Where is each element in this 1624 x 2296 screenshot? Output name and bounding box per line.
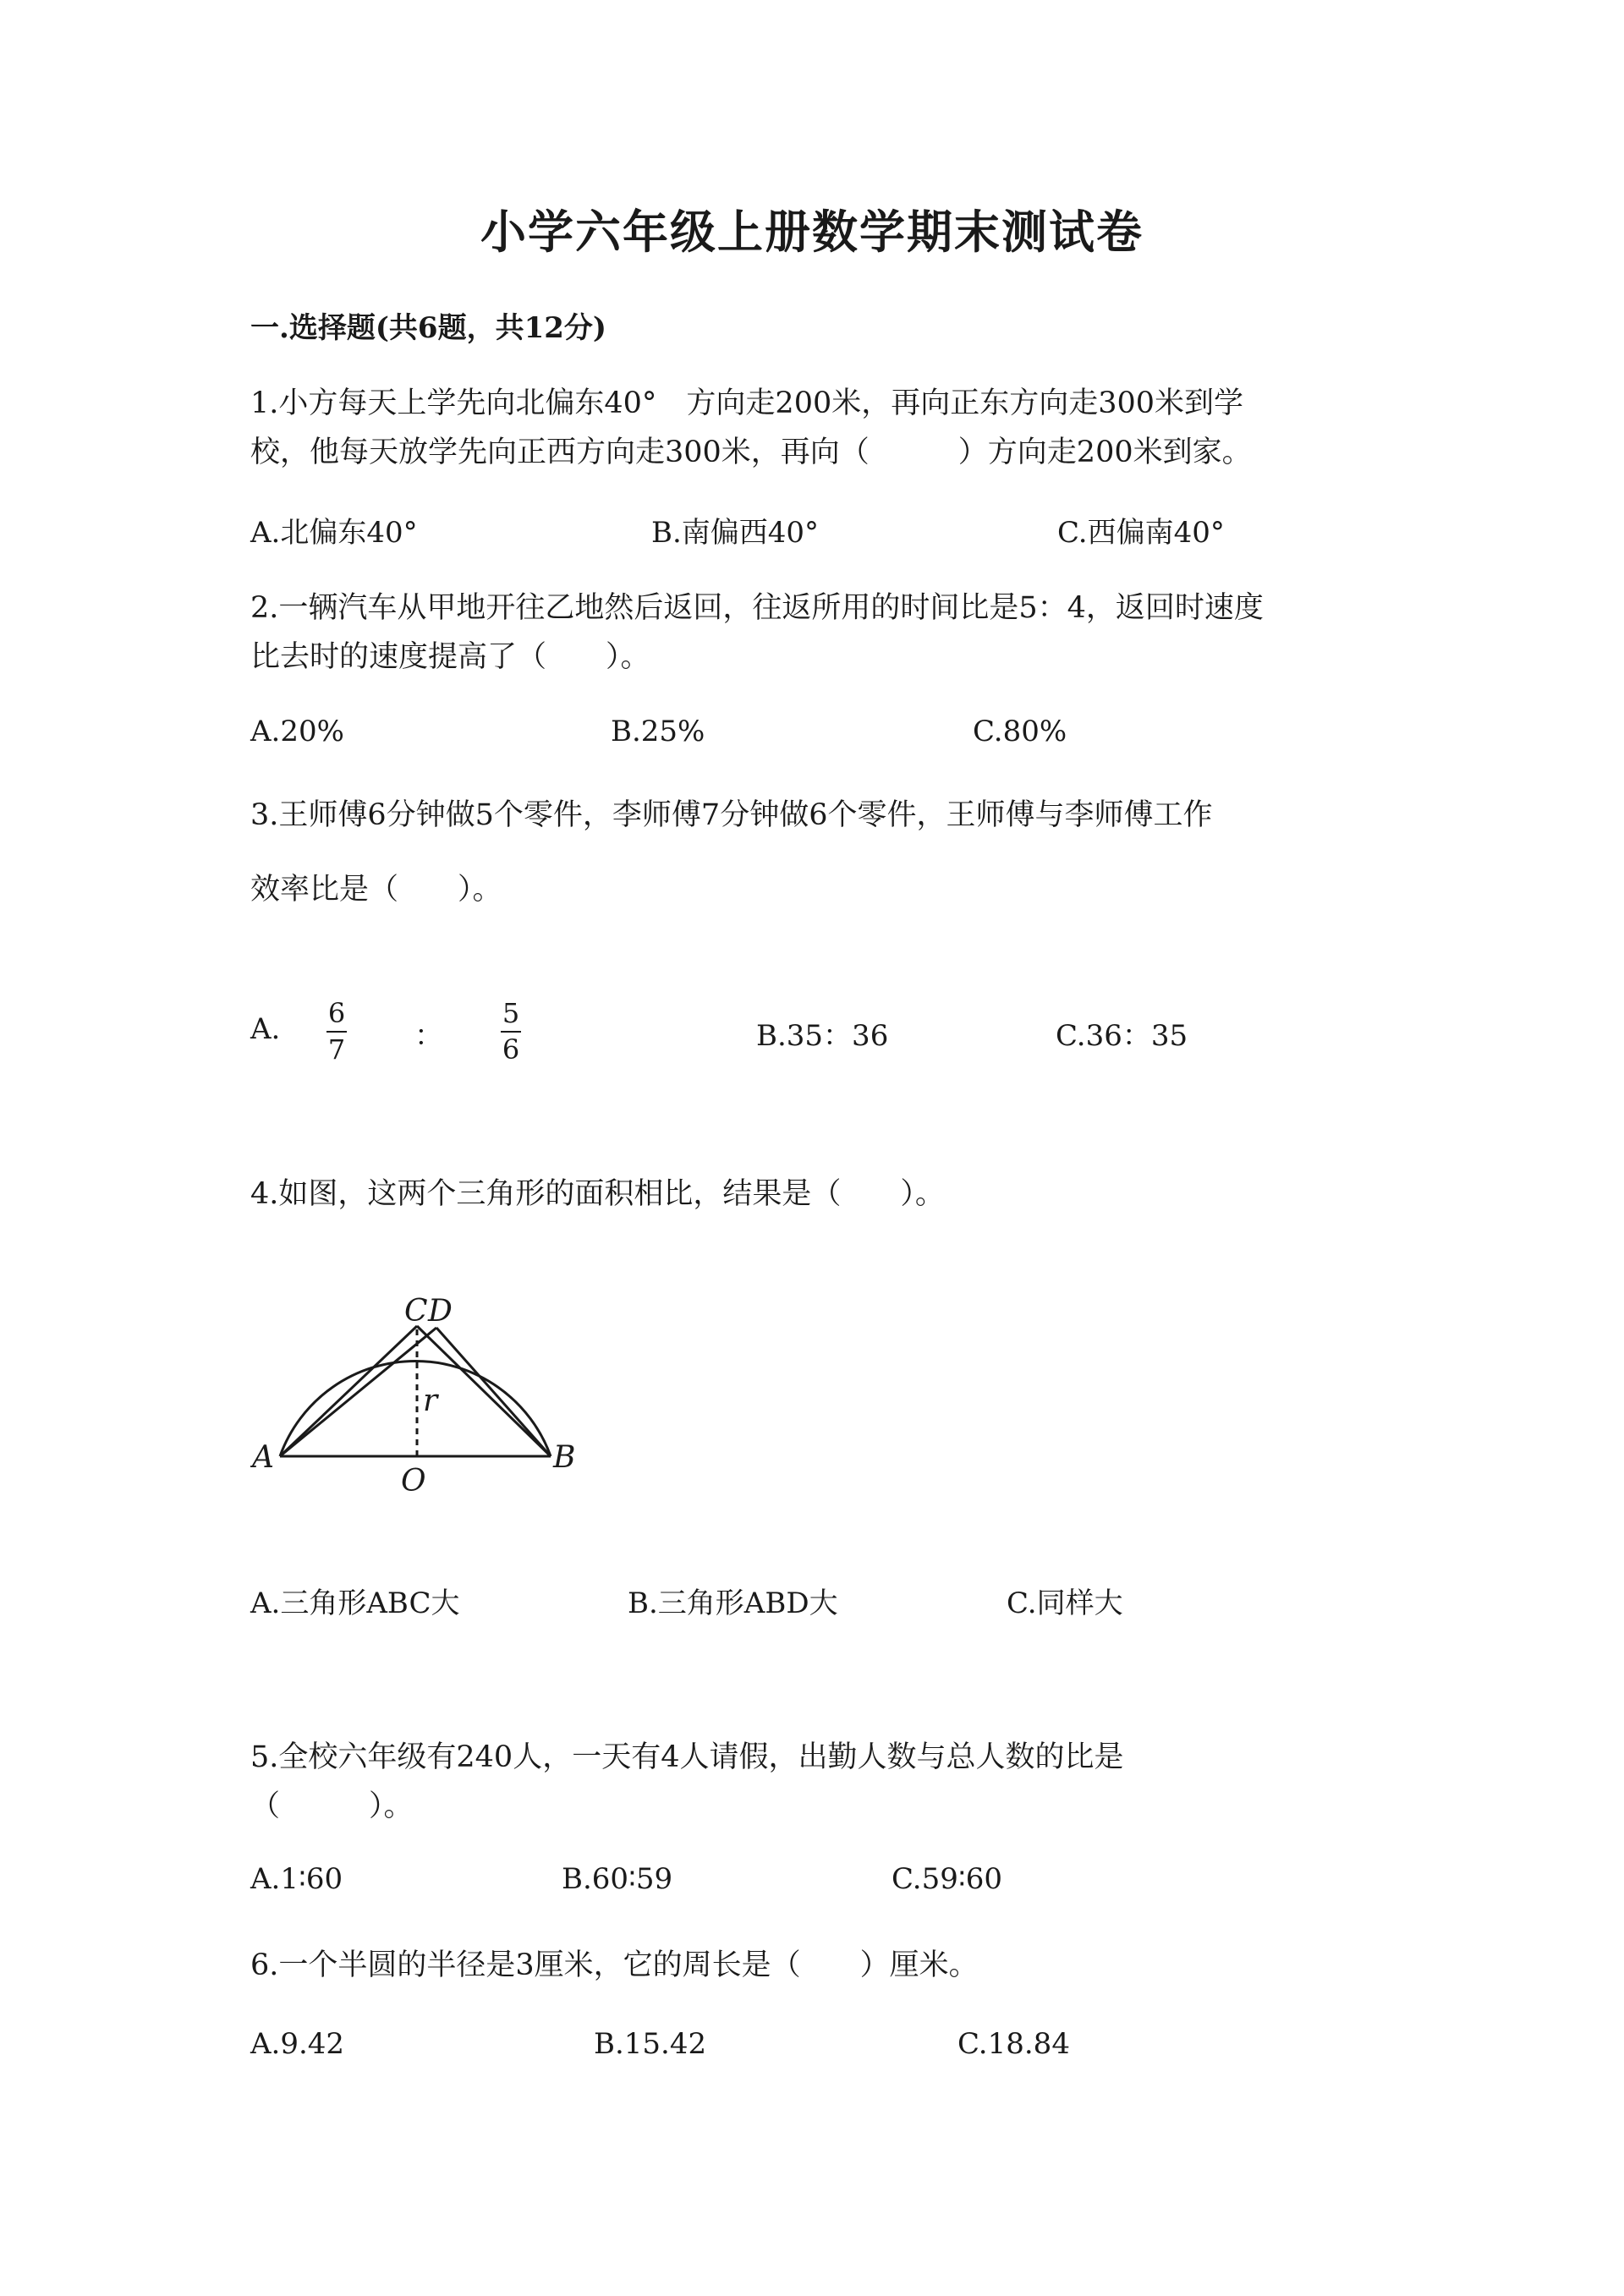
fraction-denominator: 7 [327,1033,346,1066]
question-5-line1: 5.全校六年级有240人，一天有4人请假，出勤人数与总人数的比是 [250,1740,1124,1774]
label-r: r [423,1384,438,1418]
q6-option-b[interactable]: B.15.42 [594,2027,707,2061]
q3-option-a-label[interactable]: A. [250,1012,281,1046]
q1-option-b[interactable]: B.南偏西40° [651,516,820,550]
label-B: B [553,1440,576,1475]
q4-option-b[interactable]: B.三角形ABD大 [628,1586,838,1620]
fraction-numerator: 5 [502,997,520,1029]
q3-option-b[interactable]: B.35：36 [756,1019,889,1053]
q3-option-c[interactable]: C.36：35 [1056,1019,1188,1053]
question-1-line1: 1.小方每天上学先向北偏东40° 方向走200米，再向正东方向走300米到学 [250,386,1244,420]
q5-option-a[interactable]: A.1∶60 [250,1862,343,1896]
q5-option-c[interactable]: C.59∶60 [892,1862,1002,1896]
q4-option-c[interactable]: C.同样大 [1007,1586,1123,1620]
question-6-line1: 6.一个半圆的半径是3厘米，它的周长是（ ）厘米。 [250,1948,979,1982]
semicircle-triangle-figure [250,1277,589,1505]
question-2-line2: 比去时的速度提高了（ ）。 [250,640,650,674]
question-2 [250,584,1264,682]
q4-option-a[interactable]: A.三角形ABC大 [250,1586,460,1620]
segment-AD [280,1328,436,1456]
fraction-numerator: 6 [327,997,346,1029]
q2-option-c[interactable]: C.80% [973,715,1067,748]
segment-AC [280,1326,417,1456]
q1-option-c[interactable]: C.西偏南40° [1057,516,1225,550]
q6-option-c[interactable]: C.18.84 [957,2027,1070,2061]
question-5 [250,1733,1123,1831]
q1-option-a[interactable]: A.北偏东40° [250,516,418,550]
label-O: O [401,1464,426,1499]
question-3-line2: 效率比是（ ）。 [250,873,502,907]
segment-DB [436,1328,551,1456]
question-4-line1: 4.如图，这两个三角形的面积相比，结果是（ ）。 [250,1177,945,1211]
fraction-bar [326,1031,347,1033]
q2-option-a[interactable]: A.20% [250,715,344,748]
label-C: C [404,1294,428,1329]
q3-option-a-colon: ： [414,1019,443,1053]
q3-option-a-fraction-2 [501,998,521,1065]
q3-option-a-fraction-1 [326,998,347,1065]
fraction-bar [501,1031,521,1033]
label-A: A [252,1440,274,1475]
section-heading: 一.选择题(共6题，共12分) [250,311,606,345]
question-1-line2: 校，他每天放学先向正西方向走300米，再向（ ）方向走200米到家。 [250,436,1252,469]
q6-option-a[interactable]: A.9.42 [250,2027,345,2061]
question-5-line2: （ ）。 [250,1789,414,1823]
question-1 [250,379,1252,477]
question-3-line1: 3.王师傅6分钟做5个零件，李师傅7分钟做6个零件，王师傅与李师傅工作 [250,798,1213,832]
page-title: 小学六年级上册数学期末测试卷 [480,205,1144,259]
q2-option-b[interactable]: B.25% [611,715,705,748]
question-2-line1: 2.一辆汽车从甲地开往乙地然后返回，往返所用的时间比是5：4，返回时速度 [250,591,1264,625]
label-D: D [428,1294,453,1329]
fraction-denominator: 6 [502,1033,520,1066]
q5-option-b[interactable]: B.60∶59 [562,1862,673,1896]
